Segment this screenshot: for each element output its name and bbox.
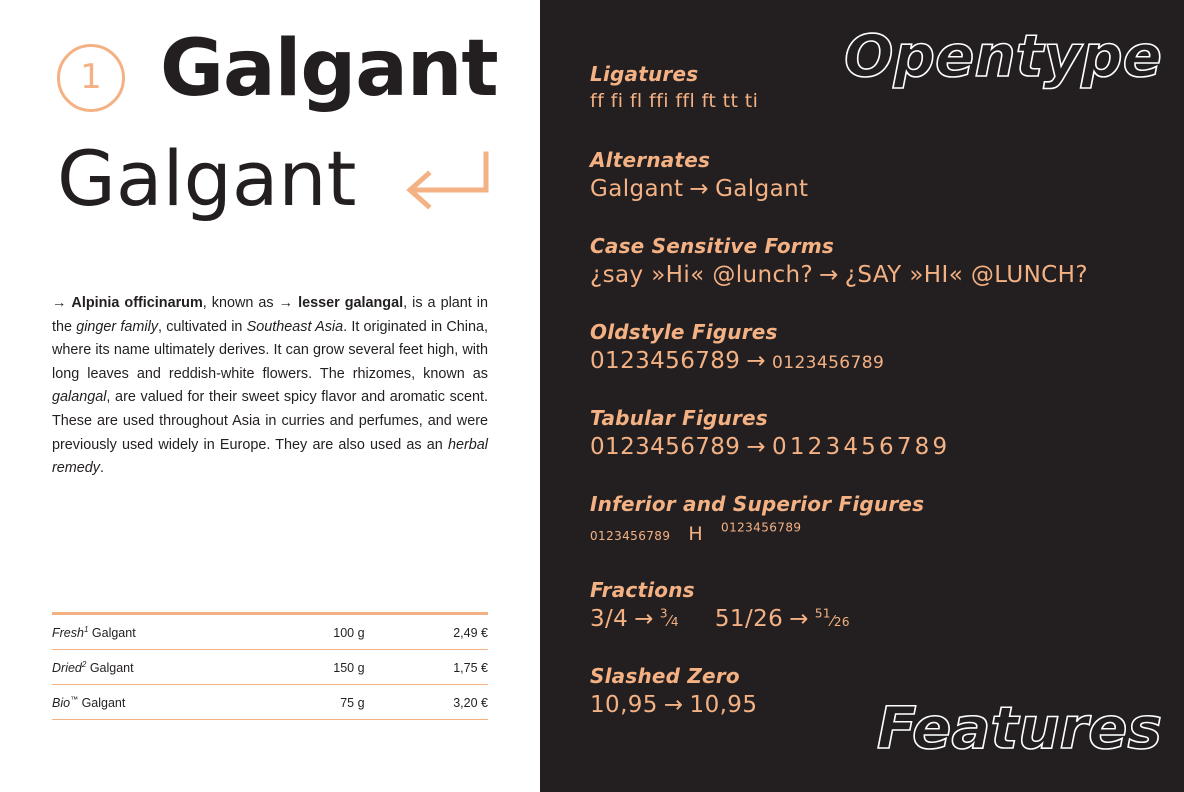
feature-fractions: [590, 578, 1184, 632]
table-row: [52, 685, 488, 720]
feature-inferior-superior-figures: [590, 492, 1184, 546]
table-cell-name: Bio™ Galgant: [52, 685, 238, 720]
feature-label: Slashed Zero: [590, 664, 740, 688]
sample-middle: H: [688, 523, 704, 545]
arrow-icon: →: [746, 434, 767, 460]
opentype-heading: Opentype: [844, 22, 1162, 90]
arrow-icon: →: [634, 606, 654, 632]
arrow-icon: →: [789, 606, 809, 632]
sample-after: 0123456789: [772, 353, 885, 373]
sample-after-1-num: 3: [659, 606, 668, 621]
page-number-badge: 1: [57, 44, 125, 112]
sample-before: Galgant: [590, 176, 684, 202]
feature-label: Inferior and Superior Figures: [590, 492, 925, 516]
feature-label: Case Sensitive Forms: [590, 234, 835, 258]
right-panel: [540, 0, 1184, 792]
sample-after: ¿SAY »HI« @LUNCH?: [844, 262, 1088, 288]
price-table-body: [52, 613, 488, 720]
feature-label: Fractions: [590, 578, 695, 602]
sample-after-1-den: 4: [670, 615, 679, 629]
return-arrow-icon: [398, 150, 490, 212]
sample-before: 0123456789: [590, 434, 741, 460]
feature-ligatures: [590, 62, 1184, 112]
features-heading: Features: [876, 694, 1162, 762]
feature-sample: [590, 348, 1184, 374]
sample-after: 0123456789: [772, 434, 951, 460]
feature-tabular-figures: [590, 406, 1184, 460]
sample-before-2: 51/26: [714, 606, 784, 632]
feature-label: Tabular Figures: [590, 406, 768, 430]
feature-label: Ligatures: [590, 62, 699, 86]
sample-before-1: 3/4: [590, 606, 629, 632]
table-row: [52, 650, 488, 685]
feature-sample: [590, 262, 1184, 288]
table-cell-qty: 75 g: [238, 685, 410, 720]
arrow-icon: →: [663, 692, 684, 718]
sample-after-2-num: 51: [814, 606, 831, 621]
table-row: [52, 615, 488, 650]
price-table: [52, 612, 488, 720]
sample-inferior: 0123456789: [590, 529, 671, 543]
sample-after-2-den: 26: [833, 615, 850, 629]
table-cell-name: Dried$^2$ Galgant: [52, 650, 238, 685]
arrow-icon: →: [746, 348, 767, 374]
feature-oldstyle-figures: [590, 320, 1184, 374]
table-cell-qty: 100 g: [238, 615, 410, 650]
feature-sample: 3/4 → $^3$⁄4 51/26 → $^{51}$⁄26: [590, 606, 850, 632]
arrow-icon: →: [819, 262, 839, 288]
feature-alternates: [590, 148, 1184, 202]
feature-case-sensitive-forms: [590, 234, 1184, 288]
feature-label: Oldstyle Figures: [590, 320, 778, 344]
sample-before: 10,95: [590, 692, 658, 718]
table-cell-price: 2,49 €: [411, 615, 488, 650]
page-title-bold: Galgant: [160, 24, 498, 114]
table-cell-price: 1,75 €: [411, 650, 488, 685]
sample-after: 10,95: [689, 692, 758, 718]
feature-slashed-zero: [590, 664, 1184, 718]
feature-sample: [590, 692, 1184, 718]
table-cell-qty: 150 g: [238, 650, 410, 685]
feature-sample: [590, 520, 1184, 546]
arrow-icon: →: [689, 176, 710, 202]
left-panel: [0, 0, 540, 792]
sample-before: ¿say »Hi« @lunch?: [590, 262, 814, 288]
page-title-light: Galgant: [57, 134, 357, 223]
feature-sample: [590, 434, 1184, 460]
sample-after: Galgant: [715, 176, 809, 202]
feature-label: Alternates: [590, 148, 711, 172]
feature-sample: [590, 176, 1184, 202]
description-paragraph: → Alpinia officinarum, known as → lesser galangal, is a plant in the ginger family, cultivated in Southeast Asia. It originated in China, where its name ultimately derives. It can grow several feet high, with long leaves and reddish-white flowers. The rhizomes, known as galangal, are valued for their sweet spicy flavor and aromatic scent. These are used throughout Asia in curries and perfumes, and were previously used widely in Europe. They are also used as an herbal remedy.: [52, 295, 488, 477]
sample-before: 0123456789: [590, 348, 741, 374]
feature-sample: ff fi fl ffi ffl ft tt ti: [590, 90, 759, 112]
table-cell-price: 3,20 €: [411, 685, 488, 720]
sample-superior: 0123456789: [721, 520, 802, 535]
table-cell-name: Fresh$^1$ Galgant: [52, 615, 238, 650]
